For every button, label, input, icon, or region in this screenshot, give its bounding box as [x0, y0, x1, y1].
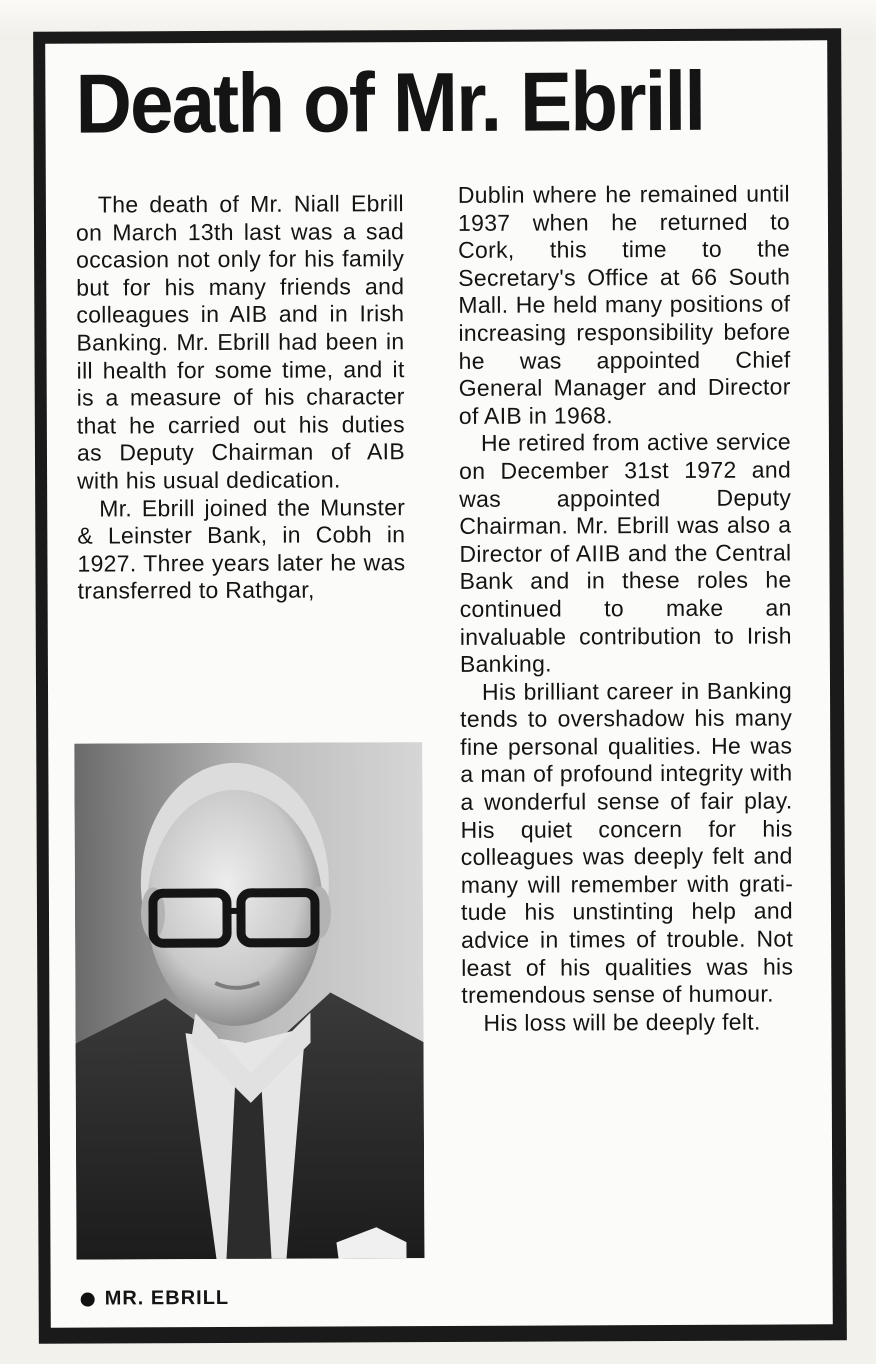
article-paper: [45, 40, 833, 1327]
paragraph-6: His loss will be deeply felt.: [483, 1008, 761, 1036]
article-frame: [33, 28, 847, 1344]
paragraph-1: The death of Mr. Niall Ebrill on March 13th last was a sad occasion not only for his family but for his many friends and colleagues in AIB and in Irish Banking. Mr. Ebrill had been in ill health for some time, and it is a measure of his character that he carried out his duties as Deputy Chairman of AIB with his usual dedication.: [75, 190, 406, 494]
photo-caption-text: MR. EBRILL: [104, 1286, 230, 1310]
bullet-icon: [81, 1292, 95, 1306]
paragraph-4: He retired from active service on December 31st 1972 and was appointed Deputy Chairman. Mr. Ebrill was also a Director of AIIB and the Central Bank and in these roles he continued to make an invaluable contribution to Irish Banking.: [459, 428, 792, 678]
paragraph-3: Dublin where he remained until 1937 when he returned to Cork, this time to the Secretary's Office at 66 South Mall. He held many positions of increasing responsibility before he was appointed Chief General Manager and Director of AIB in 1968.: [457, 180, 791, 429]
left-column: [76, 190, 406, 605]
right-column: [458, 180, 794, 1037]
paragraph-5: His brilliant career in Banking tends to overshadow his many fine personal qualities. He was a man of profound integrity with a wonderful sense of fair play. His quiet concern for his colleagues was deeply felt and many will remember with gratitude his unstinting help and advice in times of trouble. Not least of his qualities was his tremendous sense of humour.: [460, 677, 794, 1009]
portrait-photo: [74, 742, 424, 1260]
paragraph-2: Mr. Ebrill joined the Munster & Leinster Bank, in Cobh in 1927. Three years later he was transferred to Rathgar,: [77, 493, 406, 604]
article-headline: Death of Mr. Ebrill: [75, 53, 705, 151]
photo-caption: [81, 1287, 230, 1311]
